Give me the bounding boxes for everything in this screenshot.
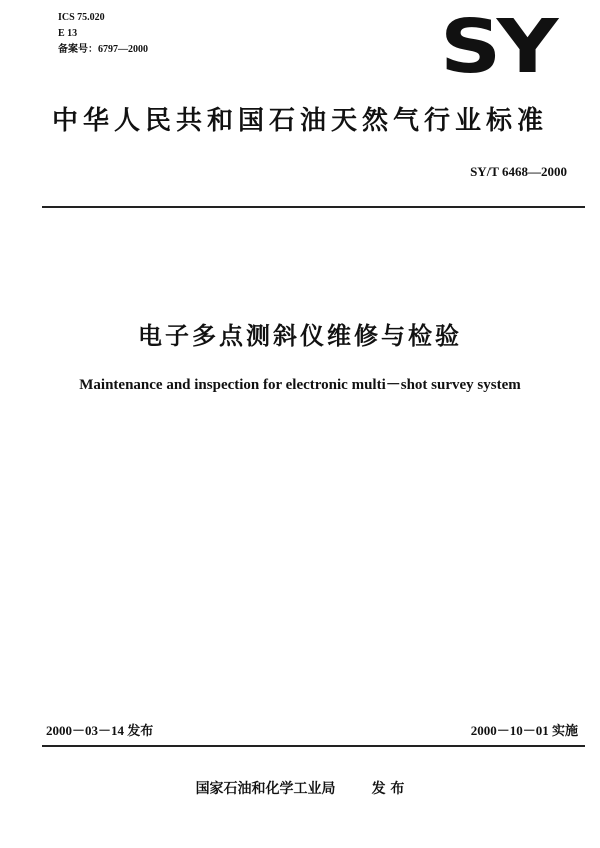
issue-action: 发 布: [371, 781, 405, 797]
standard-number: SY/T 6468—2000: [470, 164, 567, 179]
document-title-english: Maintenance and inspection for electronic multi－shot survey system: [79, 377, 521, 393]
standard-title: 中华人民共和国石油天然气行业标准: [51, 106, 548, 136]
ics-code: ICS 75.020: [58, 12, 105, 23]
bottom-divider: [42, 745, 585, 747]
issuer-line: [0, 778, 600, 798]
implement-date: 2000－10－01 实施: [470, 723, 578, 738]
classification-code: E 13: [58, 28, 78, 39]
sy-logo: SY: [440, 4, 554, 90]
issuer-name: 国家石油和化学工业局: [195, 781, 336, 797]
record-number: 备案号：6797—2000: [58, 44, 148, 55]
top-divider: [42, 206, 585, 208]
publish-date: 2000－03－14 发布: [46, 723, 154, 738]
document-title-chinese: 电子多点测斜仪维修与检验: [138, 322, 462, 350]
